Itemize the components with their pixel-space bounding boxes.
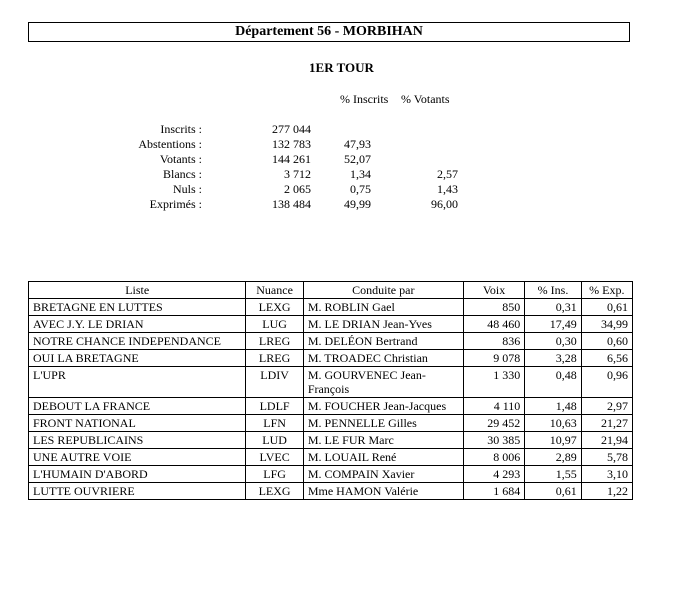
cell-conduite: M. ROBLIN Gael (303, 299, 463, 316)
cell-pct-ins: 1,55 (525, 466, 581, 483)
stat-row-inscrits (0, 122, 683, 137)
cell-pct-ins: 17,49 (525, 316, 581, 333)
cell-nuance: LFN (246, 415, 303, 432)
cell-liste: LUTTE OUVRIERE (29, 483, 246, 500)
cell-voix: 4 110 (463, 398, 525, 415)
round-title: 1ER TOUR (309, 60, 374, 75)
pct-inscrits-header: % Inscrits (340, 92, 389, 106)
header-liste: Liste (29, 282, 246, 299)
table-row (29, 316, 633, 333)
table-row (29, 367, 633, 398)
cell-pct-ins: 2,89 (525, 449, 581, 466)
cell-nuance: LDLF (246, 398, 303, 415)
table-row (29, 398, 633, 415)
stat-label: Exprimés : (149, 197, 202, 211)
stat-pct-votants: 1,43 (437, 182, 458, 196)
cell-pct-ins: 0,30 (525, 333, 581, 350)
table-row (29, 415, 633, 432)
stats-block (0, 122, 683, 212)
cell-nuance: LEXG (246, 299, 303, 316)
stat-value: 132 783 (272, 137, 311, 151)
cell-conduite: M. TROADEC Christian (303, 350, 463, 367)
stat-value: 144 261 (272, 152, 311, 166)
stat-pct-inscrits: 52,07 (344, 152, 371, 166)
cell-liste: UNE AUTRE VOIE (29, 449, 246, 466)
cell-pct-exp: 0,96 (581, 367, 632, 398)
cell-liste: L'UPR (29, 367, 246, 398)
cell-pct-exp: 5,78 (581, 449, 632, 466)
cell-conduite: M. FOUCHER Jean-Jacques (303, 398, 463, 415)
cell-voix: 9 078 (463, 350, 525, 367)
stat-pct-votants: 2,57 (437, 167, 458, 181)
stat-label: Votants : (159, 152, 202, 166)
cell-pct-ins: 0,48 (525, 367, 581, 398)
cell-conduite: M. LE DRIAN Jean-Yves (303, 316, 463, 333)
cell-liste: FRONT NATIONAL (29, 415, 246, 432)
stat-pct-inscrits: 0,75 (350, 182, 371, 196)
cell-voix: 8 006 (463, 449, 525, 466)
cell-pct-exp: 6,56 (581, 350, 632, 367)
cell-voix: 4 293 (463, 466, 525, 483)
cell-nuance: LREG (246, 333, 303, 350)
cell-pct-ins: 3,28 (525, 350, 581, 367)
cell-liste: AVEC J.Y. LE DRIAN (29, 316, 246, 333)
cell-pct-exp: 3,10 (581, 466, 632, 483)
stat-label: Abstentions : (138, 137, 202, 151)
header-nuance: Nuance (246, 282, 303, 299)
table-row (29, 333, 633, 350)
table-row (29, 299, 633, 316)
cell-voix: 850 (463, 299, 525, 316)
stat-pct-votants: 96,00 (431, 197, 458, 211)
stat-row-nuls (0, 182, 683, 197)
stat-value: 2 065 (284, 182, 311, 196)
cell-nuance: LFG (246, 466, 303, 483)
table-row (29, 432, 633, 449)
stat-pct-inscrits: 49,99 (344, 197, 371, 211)
cell-pct-exp: 2,97 (581, 398, 632, 415)
results-table (28, 281, 633, 500)
table-row (29, 350, 633, 367)
table-row (29, 449, 633, 466)
cell-pct-ins: 1,48 (525, 398, 581, 415)
cell-liste: BRETAGNE EN LUTTES (29, 299, 246, 316)
cell-nuance: LUD (246, 432, 303, 449)
cell-voix: 30 385 (463, 432, 525, 449)
cell-nuance: LVEC (246, 449, 303, 466)
pct-votants-header: % Votants (401, 92, 450, 106)
cell-liste: LES REPUBLICAINS (29, 432, 246, 449)
cell-voix: 1 684 (463, 483, 525, 500)
cell-pct-ins: 0,31 (525, 299, 581, 316)
stat-pct-inscrits: 1,34 (350, 167, 371, 181)
header-conduite: Conduite par (303, 282, 463, 299)
cell-liste: DEBOUT LA FRANCE (29, 398, 246, 415)
cell-voix: 1 330 (463, 367, 525, 398)
stat-row-votants (0, 152, 683, 167)
cell-nuance: LEXG (246, 483, 303, 500)
stat-row-exprimes (0, 197, 683, 212)
cell-conduite: M. GOURVENEC Jean-François (303, 367, 463, 398)
cell-pct-exp: 0,61 (581, 299, 632, 316)
stat-row-blancs (0, 167, 683, 182)
cell-conduite: M. LE FUR Marc (303, 432, 463, 449)
cell-pct-ins: 0,61 (525, 483, 581, 500)
cell-conduite: M. DELÉON Bertrand (303, 333, 463, 350)
stat-value: 277 044 (272, 122, 311, 136)
cell-conduite: Mme HAMON Valérie (303, 483, 463, 500)
header-voix: Voix (463, 282, 525, 299)
table-header-row (29, 282, 633, 299)
cell-pct-exp: 34,99 (581, 316, 632, 333)
cell-conduite: M. PENNELLE Gilles (303, 415, 463, 432)
stat-value: 138 484 (272, 197, 311, 211)
cell-nuance: LDIV (246, 367, 303, 398)
cell-liste: NOTRE CHANCE INDEPENDANCE (29, 333, 246, 350)
stat-label: Blancs : (163, 167, 202, 181)
cell-liste: OUI LA BRETAGNE (29, 350, 246, 367)
cell-nuance: LUG (246, 316, 303, 333)
cell-pct-ins: 10,97 (525, 432, 581, 449)
table-row (29, 466, 633, 483)
cell-pct-exp: 1,22 (581, 483, 632, 500)
cell-pct-exp: 21,27 (581, 415, 632, 432)
cell-pct-ins: 10,63 (525, 415, 581, 432)
cell-voix: 29 452 (463, 415, 525, 432)
cell-voix: 836 (463, 333, 525, 350)
stat-label: Inscrits : (160, 122, 202, 136)
header-pct-ins: % Ins. (525, 282, 581, 299)
stat-value: 3 712 (284, 167, 311, 181)
stat-row-abstentions (0, 137, 683, 152)
cell-nuance: LREG (246, 350, 303, 367)
stat-pct-inscrits: 47,93 (344, 137, 371, 151)
table-row (29, 483, 633, 500)
cell-conduite: M. COMPAIN Xavier (303, 466, 463, 483)
cell-liste: L'HUMAIN D'ABORD (29, 466, 246, 483)
cell-voix: 48 460 (463, 316, 525, 333)
header-pct-exp: % Exp. (581, 282, 632, 299)
stat-label: Nuls : (172, 182, 202, 196)
cell-pct-exp: 21,94 (581, 432, 632, 449)
cell-conduite: M. LOUAIL René (303, 449, 463, 466)
cell-pct-exp: 0,60 (581, 333, 632, 350)
department-title: Département 56 - MORBIHAN (28, 22, 630, 42)
